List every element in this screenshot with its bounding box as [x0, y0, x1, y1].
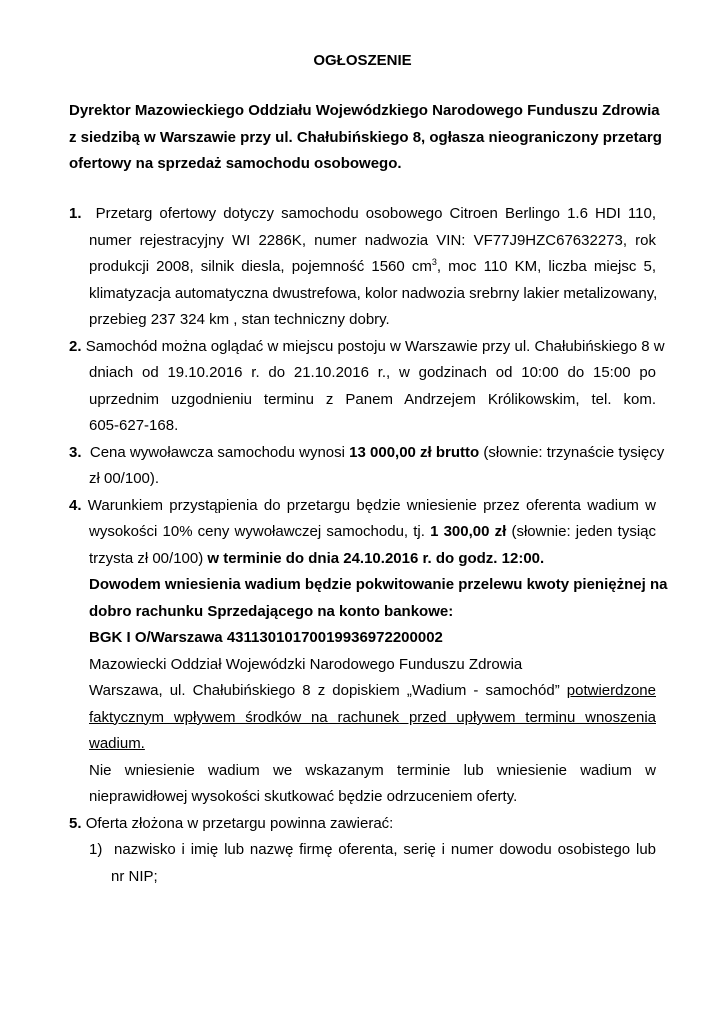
item-text: trzysta zł 00/100) [89, 549, 208, 567]
intro-line: Dyrektor Mazowieckiego Oddziału Wojewódzkiego Narodowego Funduszu Zdrowia [69, 102, 660, 119]
list-item-line [69, 201, 656, 228]
item-number: 5. [69, 814, 82, 832]
item-text: (słownie: jeden tysiąc [506, 523, 657, 540]
list-item-line [69, 254, 656, 281]
list-item-line: nieprawidłowej wysokości skutkować będzie odrzuceniem oferty. [89, 788, 518, 805]
list-item-line [69, 440, 665, 467]
list-item-line [69, 493, 656, 520]
list-item-line: Nie wniesienie wadium we wskazanym terminie lub wniesienie wadium w [89, 761, 656, 779]
list-item-3 [69, 440, 665, 493]
item-text: Cena wywoławcza samochodu wynosi [89, 443, 350, 461]
underlined-text: potwierdzone [566, 682, 656, 699]
list-item-line [69, 678, 656, 705]
deposit-amount: 1 300,00 zł [430, 523, 507, 540]
list-item-line [69, 811, 656, 838]
document-title: OGŁOSZENIE [313, 52, 412, 69]
item-text: Warunkiem przystąpienia do przetargu będzie wniesienie przez oferenta wadium w [87, 496, 656, 514]
item-number: 4. [69, 496, 82, 514]
intro-line: ofertowy na sprzedaż samochodu osobowego. [69, 155, 402, 172]
list-item-line: Dowodem wniesienia wadium będzie pokwitowanie przelewu kwoty pieniężnej na [89, 576, 668, 593]
list-item-1 [69, 201, 656, 334]
numbered-list [69, 201, 668, 890]
deadline-text: w terminie do dnia 24.10.2016 r. do godz. 12:00. [207, 549, 545, 567]
list-item-5 [69, 811, 656, 891]
list-item-line: zł 00/100). [89, 470, 160, 487]
list-item-2 [69, 334, 665, 440]
item-text: , moc 110 KM, liczba miejsc 5, [436, 258, 656, 275]
underlined-text: wadium. [89, 735, 145, 752]
item-number: 2. [69, 337, 82, 355]
sub-list-item-line: nr NIP; [111, 867, 158, 885]
superscript: 3 [431, 257, 437, 267]
list-item-line: uprzednim uzgodnieniu terminu z Panem Andrzejem Królikowskim, tel. kom. [89, 390, 656, 408]
item-text: wysokości 10% ceny wywoławczej samochodu, tj. [89, 523, 431, 540]
intro-paragraph [69, 98, 662, 178]
list-item-line [69, 334, 665, 361]
item-text: nazwisko i imię lub nazwę firmę oferenta, serię i numer dowodu osobistego lub [114, 841, 656, 858]
list-item-line: dniach od 19.10.2016 r. do 21.10.2016 r., w godzinach od 10:00 do 15:00 po [89, 364, 656, 381]
list-item-line [69, 546, 656, 573]
price-text: 13 000,00 zł brutto [349, 443, 480, 461]
intro-line: z siedzibą w Warszawie przy ul. Chałubińskiego 8, ogłasza nieograniczony przetarg [69, 128, 662, 146]
item-text: Samochód można oglądać w miejscu postoju w Warszawie przy ul. Chałubińskiego 8 w [85, 337, 665, 355]
list-item-4 [69, 493, 668, 811]
sub-item-number: 1) [89, 841, 103, 858]
item-text: (słownie: trzynaście tysięcy [479, 443, 665, 461]
list-item-line: przebieg 237 324 km , stan techniczny dobry. [89, 311, 390, 328]
sub-list-item-line [69, 837, 656, 864]
list-item-line: 605-627-168. [89, 417, 179, 434]
list-item-line: Mazowiecki Oddział Wojewódzki Narodowego Funduszu Zdrowia [89, 655, 523, 673]
item-number: 3. [69, 443, 82, 461]
list-item-line: faktycznym wpływem środków na rachunek przed upływem terminu wnoszenia [89, 708, 656, 726]
list-item-line [69, 519, 656, 546]
bank-account-line: BGK I O/Warszawa 43113010170019936972200002 [89, 629, 443, 646]
item-number: 1. [69, 205, 82, 222]
item-text: produkcji 2008, silnik diesla, pojemność 1560 cm [89, 258, 432, 275]
list-item-line: klimatyzacja automatyczna dwustrefowa, kolor nadwozia srebrny lakier metalizowany, [89, 284, 658, 302]
list-item-line: numer rejestracyjny WI 2286K, numer nadwozia VIN: VF77J9HZC67632273, rok [89, 231, 656, 249]
item-text: Oferta złożona w przetargu powinna zawierać: [85, 814, 394, 832]
item-text: Przetarg ofertowy dotyczy samochodu osobowego Citroen Berlingo 1.6 HDI 110, [95, 205, 656, 222]
item-text: Warszawa, ul. Chałubińskiego 8 z dopiskiem „Wadium - samochód” [89, 682, 567, 699]
list-item-line: dobro rachunku Sprzedającego na konto bankowe: [89, 602, 454, 620]
list-item-line [69, 731, 656, 758]
